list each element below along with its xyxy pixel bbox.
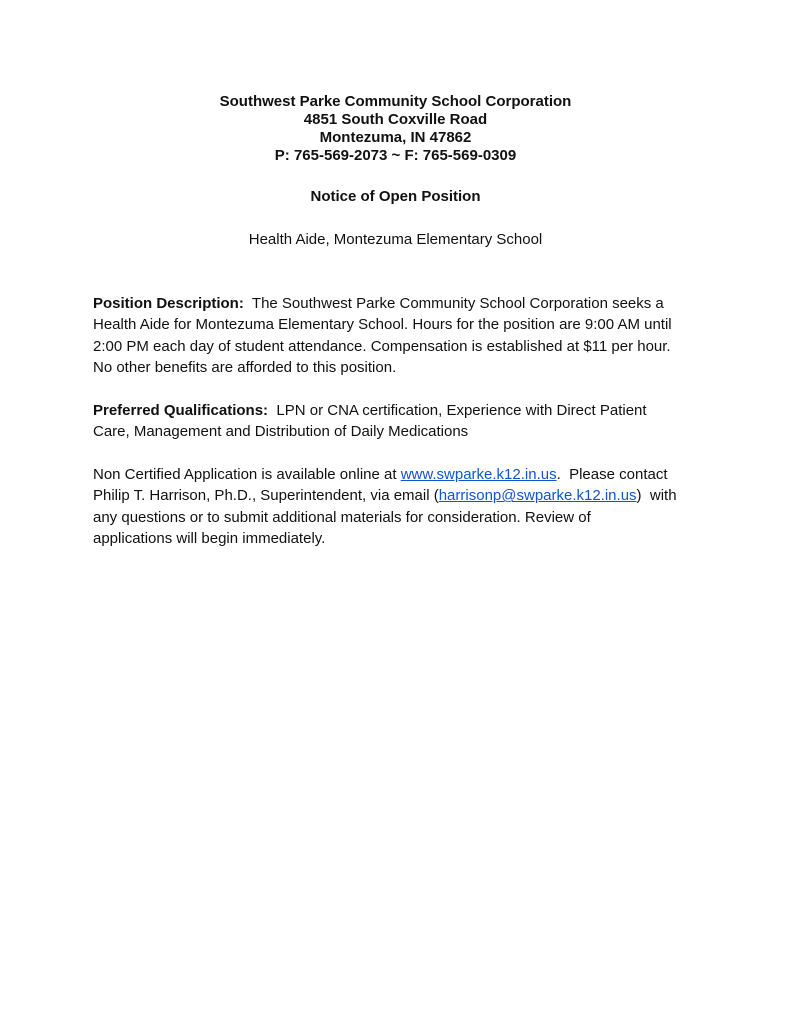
organization-name: Southwest Parke Community School Corporation xyxy=(219,93,572,110)
description-line-2: Health Aide for Montezuma Elementary School. Hours for the position are 9:00 AM until xyxy=(93,316,672,334)
application-info xyxy=(93,464,705,549)
qualifications-line-2: Care, Management and Distribution of Daily Medications xyxy=(93,423,469,441)
application-text-1: Non Certified Application is available online at xyxy=(93,466,401,483)
application-text-4: ) with xyxy=(636,487,677,505)
qualifications-label: Preferred Qualifications: xyxy=(93,402,269,419)
city-state-zip: Montezuma, IN 47862 xyxy=(319,129,472,146)
qualifications-line-1 xyxy=(93,400,705,421)
application-line-2 xyxy=(93,485,705,506)
website-link[interactable]: www.swparke.k12.in.us xyxy=(400,466,557,483)
qualifications-text: LPN or CNA certification, Experience with Direct Patient xyxy=(268,402,647,419)
description-line-4: No other benefits are afforded to this position. xyxy=(93,358,397,376)
application-line-1 xyxy=(93,464,705,485)
notice-title: Notice of Open Position xyxy=(310,188,481,205)
description-line-3: 2:00 PM each day of student attendance. Compensation is established at $11 per hour. xyxy=(93,337,671,355)
email-link[interactable]: harrisonp@swparke.k12.in.us xyxy=(438,487,637,505)
application-line-4: applications will begin immediately. xyxy=(93,529,326,547)
description-label: Position Description: xyxy=(93,295,244,312)
description-text: The Southwest Parke Community School Corporation seeks a xyxy=(243,295,664,312)
phone-fax: P: 765-569-2073 ~ F: 765-569-0309 xyxy=(274,147,517,164)
street-address: 4851 South Coxville Road xyxy=(303,111,488,128)
preferred-qualifications xyxy=(93,400,705,443)
position-title: Health Aide, Montezuma Elementary School xyxy=(248,231,543,248)
letterhead xyxy=(0,93,791,165)
application-line-3: any questions or to submit additional materials for consideration. Review of xyxy=(93,508,591,526)
description-line-1 xyxy=(93,293,705,314)
position-description xyxy=(93,293,705,378)
application-text-2: . Please contact xyxy=(556,466,668,483)
application-text-3: Philip T. Harrison, Ph.D., Superintendent, via email ( xyxy=(93,487,439,505)
